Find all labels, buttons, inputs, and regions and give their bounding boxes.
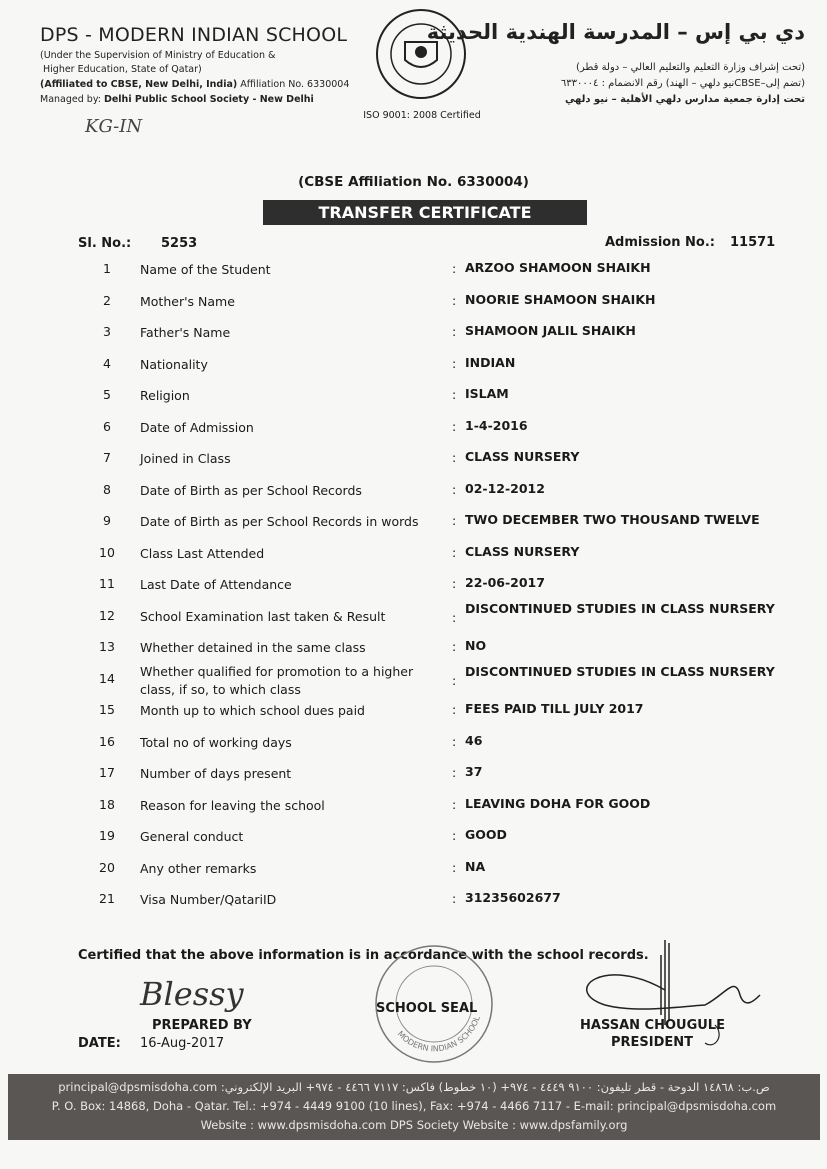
- row-label: Whether qualified for promotion to a higher class, if so, to which class: [140, 663, 414, 697]
- row-colon: :: [452, 796, 457, 812]
- row-value: 02-12-2012: [465, 480, 545, 496]
- row-value: 1-4-2016: [465, 417, 528, 433]
- row-value: ISLAM: [465, 386, 509, 401]
- footer-contact-bar: [8, 1074, 820, 1140]
- affiliation-line: [40, 79, 349, 90]
- row-label: School Examination last taken & Result: [140, 608, 386, 624]
- row-value: LEAVING DOHA FOR GOOD: [465, 795, 651, 811]
- row-value: SHAMOON JALIL SHAIKH: [465, 323, 636, 338]
- row-value: INDIAN: [465, 354, 516, 370]
- date-label: DATE:: [78, 1036, 121, 1051]
- row-number: 12: [99, 607, 115, 623]
- row-colon: :: [452, 544, 457, 560]
- row-label: Visa Number/QatariID: [140, 892, 277, 907]
- row-colon: :: [452, 355, 457, 371]
- row-label: Date of Birth as per School Records in words: [140, 514, 419, 529]
- supervision-line-2: Higher Education, State of Qatar): [43, 64, 202, 75]
- arabic-line-3: تحت إدارة جمعية مدارس دلهي الأهلية – نيو دلهي: [564, 94, 805, 105]
- row-label: Any other remarks: [140, 860, 257, 876]
- row-value: 46: [465, 732, 483, 748]
- row-number: 14: [99, 670, 115, 686]
- row-label: Number of days present: [140, 766, 292, 781]
- managed-by-line: [40, 94, 314, 105]
- row-number: 13: [99, 639, 115, 654]
- row-number: 7: [103, 450, 111, 465]
- arabic-line-2: (تضم إلى–CBSEنيو دلهي – الهند) رقم الانضمام : ٦٣٣٠٠٠٤: [560, 78, 805, 89]
- svg-text:MODERN INDIAN SCHOOL: [396, 1014, 482, 1053]
- prepared-by-label: PREPARED BY: [152, 1018, 252, 1033]
- row-number: 19: [99, 828, 115, 843]
- row-value: 37: [465, 764, 483, 779]
- footer-websites: Website : www.dpsmisdoha.com DPS Society Website : www.dpsfamily.org: [200, 1118, 628, 1132]
- row-value: CLASS NURSERY: [465, 449, 580, 464]
- row-label: Joined in Class: [140, 451, 231, 466]
- certificate-title: TRANSFER CERTIFICATE: [263, 200, 587, 225]
- arabic-school-name: دي بي إس – المدرسة الهندية الحديثة: [426, 20, 805, 44]
- row-colon: :: [452, 733, 457, 749]
- school-name: DPS - MODERN INDIAN SCHOOL: [40, 24, 348, 46]
- row-colon: :: [452, 702, 457, 717]
- row-value: DISCONTINUED STUDIES IN CLASS NURSERY: [465, 600, 775, 616]
- row-colon: :: [452, 261, 457, 276]
- row-label: Name of the Student: [140, 262, 271, 277]
- row-colon: :: [452, 672, 457, 688]
- row-label: Last Date of Attendance: [140, 577, 292, 592]
- row-value: CLASS NURSERY: [465, 543, 580, 559]
- row-colon: :: [452, 609, 457, 625]
- row-value: TWO DECEMBER TWO THOUSAND TWELVE: [465, 512, 760, 527]
- preparer-signature: Blessy: [140, 975, 244, 1013]
- row-label: Month up to which school dues paid: [140, 703, 365, 718]
- row-label: Total no of working days: [140, 734, 292, 750]
- serial-number-label: Sl. No.:: [78, 236, 132, 251]
- row-colon: :: [452, 576, 457, 591]
- row-colon: :: [452, 292, 457, 308]
- row-label: Date of Birth as per School Records: [140, 482, 362, 498]
- row-value: 22-06-2017: [465, 575, 545, 590]
- row-number: 15: [99, 702, 115, 717]
- row-label: Mother's Name: [140, 293, 235, 309]
- row-colon: :: [452, 324, 457, 339]
- row-colon: :: [452, 828, 457, 843]
- footer-arabic-contact: ص.ب: ١٤٨٦٨ الدوحة - قطر تليفون: ٩١٠٠ ٤٤٤٩ - ٩٧٤+ (١٠ خطوط) فاكس: ٧١١٧ ٤٤٦٦ - ٩٧٤+ البريد الإلكتروني: principal@dpsmisdoha.com: [58, 1080, 770, 1094]
- row-label: Date of Admission: [140, 419, 254, 435]
- footer-contact: P. O. Box: 14868, Doha - Qatar. Tel.: +974 - 4449 9100 (10 lines), Fax: +974 - 4466 7117 - E-mail: principal@dpsmisdoha.com: [51, 1099, 777, 1113]
- row-label: Whether detained in the same class: [140, 640, 366, 655]
- row-value: NA: [465, 858, 486, 874]
- row-number: 11: [99, 576, 115, 591]
- affiliation-number: Affiliation No. 6330004: [237, 79, 350, 90]
- school-seal-label: SCHOOL SEAL: [376, 1001, 478, 1016]
- row-colon: :: [452, 387, 457, 402]
- iso-certification: ISO 9001: 2008 Certified: [363, 110, 481, 121]
- admission-number-label: Admission No.:: [605, 235, 715, 250]
- row-colon: :: [452, 859, 457, 875]
- row-value: NO: [465, 638, 487, 653]
- row-number: 5: [103, 387, 111, 402]
- row-number: 3: [103, 324, 111, 339]
- row-number: 16: [99, 733, 115, 749]
- row-label: Nationality: [140, 356, 208, 372]
- row-number: 10: [99, 544, 115, 560]
- row-number: 2: [103, 292, 111, 308]
- row-value: FEES PAID TILL JULY 2017: [465, 701, 644, 716]
- managed-by-society: Delhi Public School Society - New Delhi: [103, 94, 314, 105]
- row-label: Religion: [140, 388, 190, 403]
- row-value: GOOD: [465, 827, 507, 842]
- row-label: Father's Name: [140, 325, 231, 340]
- row-label: Class Last Attended: [140, 545, 265, 561]
- admission-number: 11571: [730, 235, 776, 250]
- row-label: Reason for leaving the school: [140, 797, 325, 813]
- handwritten-note: KG-IN: [85, 116, 143, 137]
- president-title: PRESIDENT: [611, 1035, 694, 1050]
- row-number: 21: [99, 891, 115, 906]
- row-label: General conduct: [140, 829, 244, 844]
- row-colon: :: [452, 418, 457, 434]
- row-number: 1: [103, 261, 111, 276]
- certification-statement: Certified that the above information is in accordance with the school records.: [78, 948, 649, 963]
- row-value: 31235602677: [465, 890, 561, 905]
- row-value: DISCONTINUED STUDIES IN CLASS NURSERY: [465, 663, 775, 679]
- serial-number: 5253: [161, 236, 198, 251]
- row-colon: :: [452, 481, 457, 497]
- row-value: ARZOO SHAMOON SHAIKH: [465, 260, 651, 275]
- row-value: NOORIE SHAMOON SHAIKH: [465, 291, 656, 307]
- row-colon: :: [452, 765, 457, 780]
- seal-ring-text: MODERN INDIAN SCHOOL: [395, 1014, 482, 1054]
- row-colon: :: [452, 513, 457, 528]
- row-colon: :: [452, 450, 457, 465]
- row-colon: :: [452, 891, 457, 906]
- date-value: 16-Aug-2017: [140, 1036, 225, 1051]
- arabic-line-1: (تحت إشراف وزارة التعليم والتعليم العالي – دولة قطر): [575, 62, 805, 73]
- row-number: 17: [99, 765, 115, 780]
- managed-by-prefix: Managed by:: [40, 94, 104, 105]
- row-colon: :: [452, 639, 457, 654]
- row-number: 18: [99, 796, 115, 812]
- row-number: 20: [99, 859, 115, 875]
- supervision-line-1: (Under the Supervision of Ministry of Education &: [40, 50, 276, 61]
- row-number: 9: [103, 513, 111, 528]
- row-number: 4: [103, 355, 111, 371]
- row-number: 6: [103, 418, 111, 434]
- cbse-affiliation: (CBSE Affiliation No. 6330004): [298, 174, 529, 190]
- affiliation-bold: (Affiliated to CBSE, New Delhi, India): [40, 79, 238, 90]
- row-number: 8: [103, 481, 111, 497]
- president-name: HASSAN CHOUGULE: [580, 1018, 725, 1033]
